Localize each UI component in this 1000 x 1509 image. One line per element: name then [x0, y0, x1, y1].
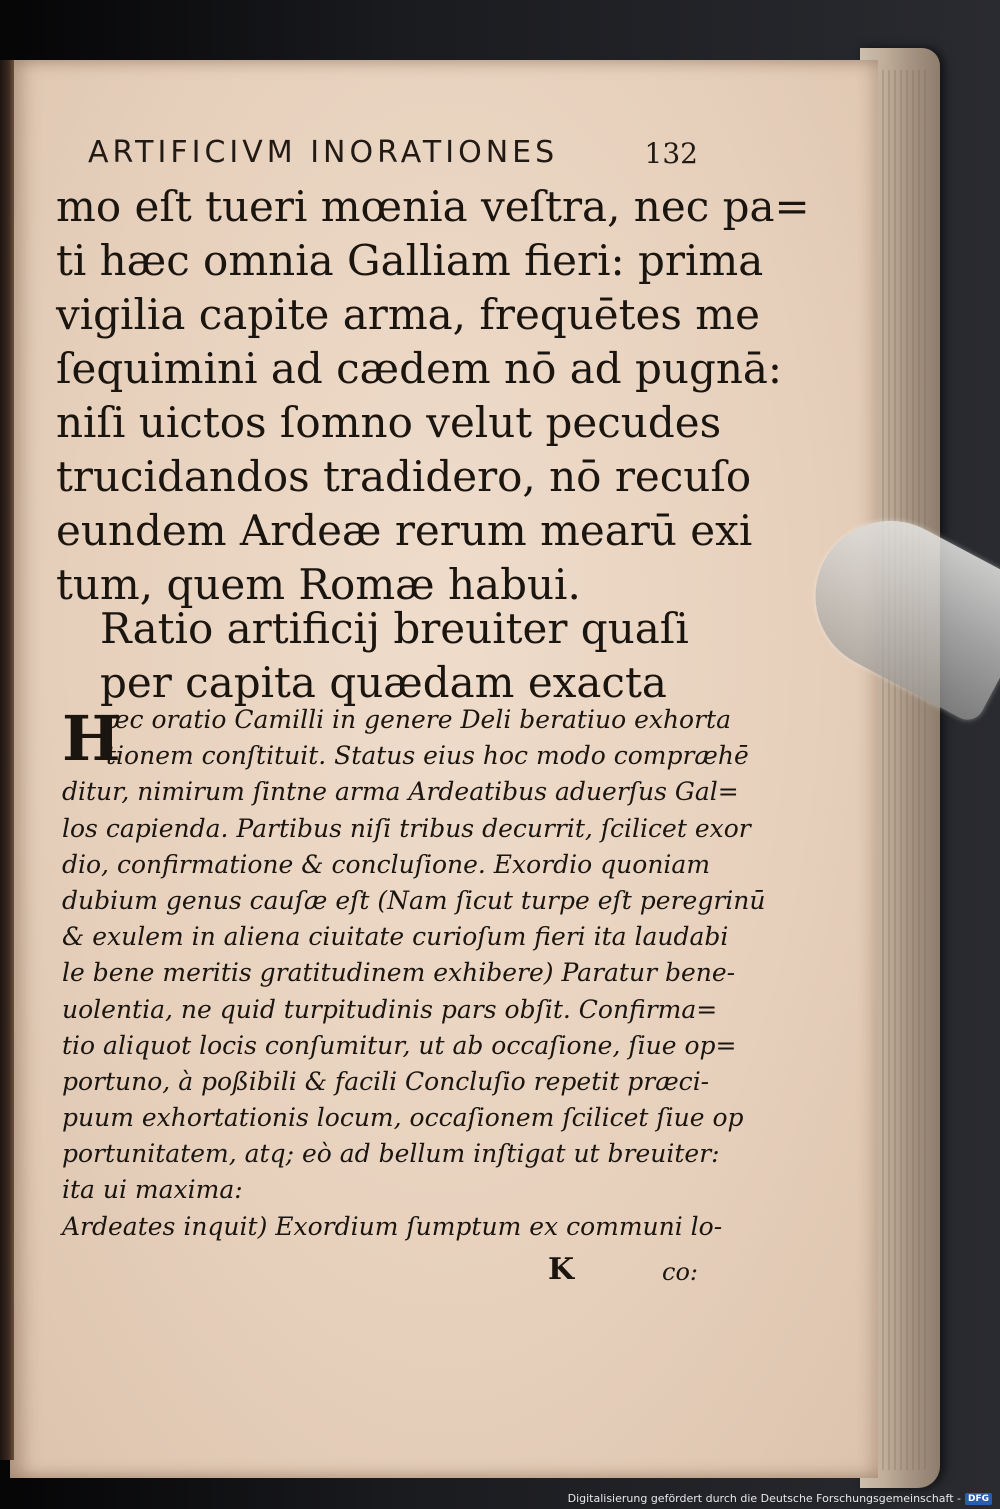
text-line: le bene meritis gratitudinem exhibere) Paratur bene-	[62, 958, 736, 988]
text-line: ditur, nimirum ſintne arma Ardeatibus aduerſus Gal=	[62, 777, 739, 807]
text-line: Ardeates inquit) Exordium ſumptum ex communi lo-	[62, 1211, 723, 1241]
text-line: & exulem in aliena ciuitate curioſum fieri ita laudabi	[62, 922, 729, 952]
drop-capital: H	[62, 702, 121, 775]
text-line: los capienda. Partibus niſi tribus decurrit, ſcilicet exor	[62, 813, 751, 843]
italic-text-block	[62, 702, 766, 1245]
text-line: ita ui maxima:	[62, 1175, 243, 1205]
footer-credit-text: Digitalisierung gefördert durch die Deutsche Forschungsgemeinschaft -	[567, 1492, 961, 1505]
text-line: tum, quem Romæ habui.	[56, 560, 581, 609]
text-line: puum exhortationis locum, occaſionem ſcilicet ſiue op	[62, 1103, 744, 1133]
text-line: æc oratio Camilli in genere Deli beratiuo exhorta	[106, 705, 732, 734]
catchword: co:	[662, 1258, 698, 1286]
text-line: dubium genus cauſæ eſt (Nam ſicut turpe eſt peregrinū	[62, 885, 766, 915]
heading-line: per capita quædam exacta	[100, 658, 667, 707]
text-line: ſequimini ad cædem nō ad pugnā:	[56, 344, 783, 393]
heading-line: Ratio artificij breuiter quaſi	[100, 604, 689, 653]
text-line: vigilia capite arma, frequētes me	[56, 290, 760, 339]
signature-mark: K	[548, 1252, 575, 1287]
text-line: ti hæc omnia Galliam fieri: prima	[56, 236, 764, 285]
text-line: uolentia, ne quid turpitudinis pars obſit. Confirma=	[62, 994, 718, 1024]
running-title: ARTIFICIVM INORATIONES	[88, 135, 559, 170]
page-edge-lines	[870, 70, 930, 1470]
text-line: portuno, à poßibili & facili Concluſio repetit præci-	[62, 1066, 710, 1096]
text-line: dio, confirmatione & concluſione. Exordio quoniam	[62, 849, 711, 879]
folio-number: 132	[644, 137, 698, 170]
roman-text-block	[56, 180, 810, 612]
section-heading	[100, 602, 689, 710]
text-line: portunitatem, atq; eò ad bellum inſtigat ut breuiter:	[62, 1139, 720, 1169]
dfg-logo-icon: DFG	[965, 1493, 992, 1505]
text-line: tionem conſtituit. Status eius hoc modo compræhē	[106, 741, 749, 771]
text-line: trucidandos tradidero, nō recuſo	[56, 452, 752, 501]
gutter-shadow	[0, 60, 14, 1460]
text-line: eundem Ardeæ rerum mearū exi	[56, 506, 753, 555]
page-header	[88, 135, 698, 175]
text-line: niſi uictos ſomno velut pecudes	[56, 398, 722, 447]
footer-credit	[568, 1492, 992, 1505]
text-line: mo eſt tueri mœnia veſtra, nec pa=	[56, 182, 810, 231]
text-line: tio aliquot locis conſumitur, ut ab occaſione, ſiue op=	[62, 1030, 737, 1060]
